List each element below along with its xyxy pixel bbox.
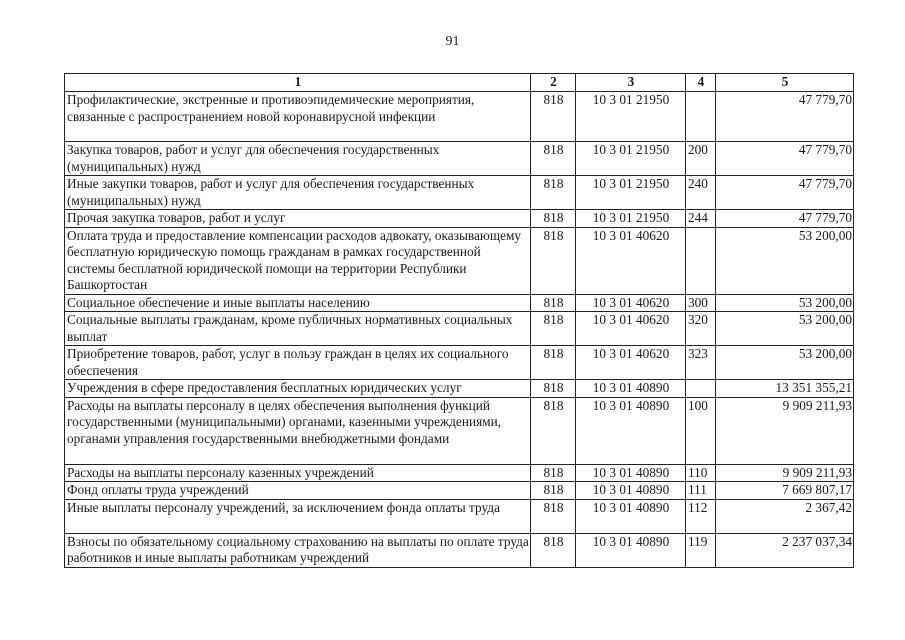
row-kcsr: 10 3 01 21950 bbox=[576, 176, 686, 210]
row-kcsr: 10 3 01 40620 bbox=[576, 227, 686, 294]
row-name: Социальное обеспечение и иные выплаты населению bbox=[65, 294, 531, 312]
row-kvr bbox=[686, 227, 716, 294]
row-kvr: 111 bbox=[686, 482, 716, 500]
row-kcsr: 10 3 01 40890 bbox=[576, 499, 686, 533]
row-code: 818 bbox=[531, 312, 576, 346]
row-name: Расходы на выплаты персоналу казенных учреждений bbox=[65, 464, 531, 482]
row-sum: 9 909 211,93 bbox=[716, 397, 854, 464]
row-kvr: 320 bbox=[686, 312, 716, 346]
table-row bbox=[65, 380, 854, 398]
table-row bbox=[65, 464, 854, 482]
table-row bbox=[65, 294, 854, 312]
row-sum: 13 351 355,21 bbox=[716, 380, 854, 398]
row-kcsr: 10 3 01 40890 bbox=[576, 482, 686, 500]
row-name: Взносы по обязательному социальному страхованию на выплаты по оплате труда работников и иные выплаты работникам учреждений bbox=[65, 533, 531, 567]
row-kvr: 200 bbox=[686, 142, 716, 176]
row-kvr: 240 bbox=[686, 176, 716, 210]
row-sum: 53 200,00 bbox=[716, 312, 854, 346]
row-name: Приобретение товаров, работ, услуг в пользу граждан в целях их социального обеспечения bbox=[65, 346, 531, 380]
row-kvr: 244 bbox=[686, 210, 716, 228]
row-code: 818 bbox=[531, 397, 576, 464]
row-kcsr: 10 3 01 21950 bbox=[576, 210, 686, 228]
header-col-name: 1 bbox=[65, 74, 531, 92]
row-code: 818 bbox=[531, 210, 576, 228]
row-kvr: 110 bbox=[686, 464, 716, 482]
row-name: Профилактические, экстренные и противоэпидемические мероприятия, связанные с распространением новой коронавирусной инфекции bbox=[65, 92, 531, 142]
row-sum: 2 237 037,34 bbox=[716, 533, 854, 567]
row-code: 818 bbox=[531, 227, 576, 294]
header-col-sum: 5 bbox=[716, 74, 854, 92]
row-name: Закупка товаров, работ и услуг для обеспечения государственных (муниципальных) нужд bbox=[65, 142, 531, 176]
row-sum: 47 779,70 bbox=[716, 142, 854, 176]
row-name: Оплата труда и предоставление компенсации расходов адвокату, оказывающему бесплатную юридическую помощь гражданам в рамках государственной системы бесплатной юридической помощи на территории Республики Башкортостан bbox=[65, 227, 531, 294]
table-row bbox=[65, 227, 854, 294]
row-kvr: 119 bbox=[686, 533, 716, 567]
row-kvr: 323 bbox=[686, 346, 716, 380]
row-name: Учреждения в сфере предоставления бесплатных юридических услуг bbox=[65, 380, 531, 398]
header-col-code: 2 bbox=[531, 74, 576, 92]
table-row bbox=[65, 499, 854, 533]
row-sum: 7 669 807,17 bbox=[716, 482, 854, 500]
table-body bbox=[65, 92, 854, 568]
row-name: Расходы на выплаты персоналу в целях обеспечения выполнения функций государственными (муниципальными) органами, казенными учреждениями, органами управления государственными внебюджетными фондами bbox=[65, 397, 531, 464]
row-sum: 9 909 211,93 bbox=[716, 464, 854, 482]
row-kcsr: 10 3 01 40890 bbox=[576, 464, 686, 482]
table-header bbox=[65, 74, 854, 92]
row-code: 818 bbox=[531, 92, 576, 142]
row-sum: 53 200,00 bbox=[716, 294, 854, 312]
row-code: 818 bbox=[531, 380, 576, 398]
row-name: Иные выплаты персоналу учреждений, за исключением фонда оплаты труда bbox=[65, 499, 531, 533]
row-kvr: 100 bbox=[686, 397, 716, 464]
row-code: 818 bbox=[531, 176, 576, 210]
row-sum: 47 779,70 bbox=[716, 176, 854, 210]
row-kcsr: 10 3 01 40890 bbox=[576, 397, 686, 464]
row-code: 818 bbox=[531, 142, 576, 176]
table-row bbox=[65, 312, 854, 346]
row-name: Иные закупки товаров, работ и услуг для обеспечения государственных (муниципальных) нужд bbox=[65, 176, 531, 210]
header-row bbox=[65, 74, 854, 92]
page-number: 91 bbox=[445, 34, 460, 49]
table-row bbox=[65, 346, 854, 380]
header-col-kcsr: 3 bbox=[576, 74, 686, 92]
row-name: Фонд оплаты труда учреждений bbox=[65, 482, 531, 500]
row-code: 818 bbox=[531, 294, 576, 312]
row-kcsr: 10 3 01 40890 bbox=[576, 380, 686, 398]
row-name: Социальные выплаты гражданам, кроме публичных нормативных социальных выплат bbox=[65, 312, 531, 346]
table-row bbox=[65, 482, 854, 500]
table-row bbox=[65, 176, 854, 210]
row-kvr bbox=[686, 92, 716, 142]
row-code: 818 bbox=[531, 533, 576, 567]
table-row bbox=[65, 210, 854, 228]
row-code: 818 bbox=[531, 464, 576, 482]
table-row bbox=[65, 142, 854, 176]
row-sum: 53 200,00 bbox=[716, 346, 854, 380]
row-name: Прочая закупка товаров, работ и услуг bbox=[65, 210, 531, 228]
row-kcsr: 10 3 01 40620 bbox=[576, 312, 686, 346]
row-sum: 2 367,42 bbox=[716, 499, 854, 533]
header-col-kvr: 4 bbox=[686, 74, 716, 92]
row-kvr bbox=[686, 380, 716, 398]
row-sum: 47 779,70 bbox=[716, 92, 854, 142]
table-row bbox=[65, 92, 854, 142]
row-kvr: 112 bbox=[686, 499, 716, 533]
row-kcsr: 10 3 01 40620 bbox=[576, 294, 686, 312]
row-sum: 47 779,70 bbox=[716, 210, 854, 228]
row-kcsr: 10 3 01 21950 bbox=[576, 142, 686, 176]
row-kcsr: 10 3 01 21950 bbox=[576, 92, 686, 142]
row-sum: 53 200,00 bbox=[716, 227, 854, 294]
row-kcsr: 10 3 01 40620 bbox=[576, 346, 686, 380]
row-kcsr: 10 3 01 40890 bbox=[576, 533, 686, 567]
row-code: 818 bbox=[531, 346, 576, 380]
table-row bbox=[65, 397, 854, 464]
budget-table bbox=[64, 73, 854, 568]
row-code: 818 bbox=[531, 499, 576, 533]
table-row bbox=[65, 533, 854, 567]
row-kvr: 300 bbox=[686, 294, 716, 312]
row-code: 818 bbox=[531, 482, 576, 500]
